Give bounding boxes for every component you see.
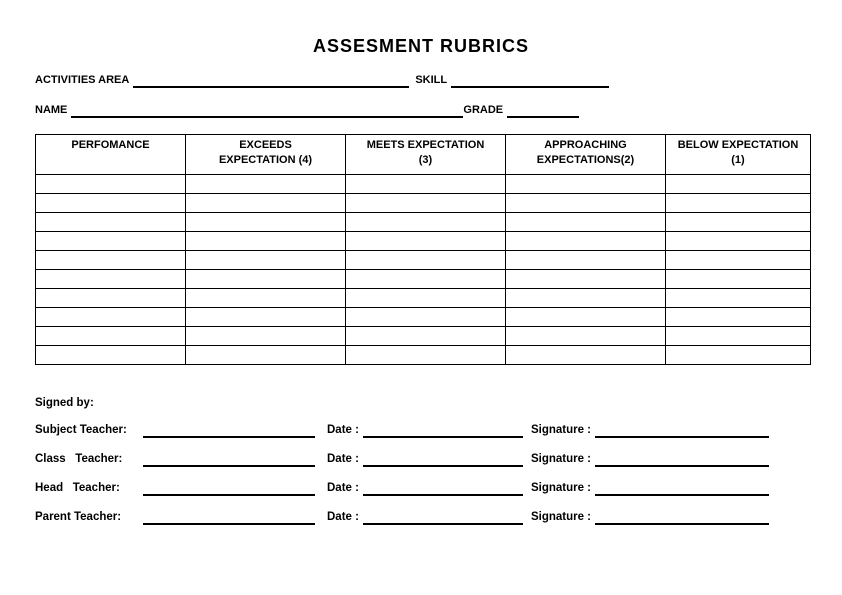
header-approaching-expectations xyxy=(506,135,666,175)
table-row xyxy=(36,270,811,289)
table-cell[interactable] xyxy=(666,346,811,365)
class-teacher-signature-field[interactable] xyxy=(595,453,769,467)
table-cell[interactable] xyxy=(346,194,506,213)
table-cell[interactable] xyxy=(186,213,346,232)
head-teacher-name-field[interactable] xyxy=(143,482,315,496)
table-row xyxy=(36,251,811,270)
table-cell[interactable] xyxy=(186,308,346,327)
table-cell[interactable] xyxy=(506,175,666,194)
subject-teacher-signature-field[interactable] xyxy=(595,424,769,438)
table-cell[interactable] xyxy=(186,346,346,365)
subject-teacher-name-field[interactable] xyxy=(143,424,315,438)
signature-label: Signature : xyxy=(530,482,592,494)
table-cell[interactable] xyxy=(186,175,346,194)
table-cell[interactable] xyxy=(506,213,666,232)
table-cell[interactable] xyxy=(506,308,666,327)
table-cell[interactable] xyxy=(666,289,811,308)
head-teacher-date-field[interactable] xyxy=(363,482,523,496)
rubric-table-head xyxy=(36,135,811,175)
header-line: EXPECTATION (4) xyxy=(218,153,313,166)
table-row xyxy=(36,308,811,327)
table-cell[interactable] xyxy=(346,175,506,194)
activities-area-label: ACTIVITIES AREA xyxy=(35,74,130,86)
table-cell[interactable] xyxy=(36,175,186,194)
header-line: APPROACHING xyxy=(544,139,627,151)
document-content xyxy=(35,74,810,525)
header-meets-expectation xyxy=(346,135,506,175)
table-cell[interactable] xyxy=(346,270,506,289)
head-teacher-signature-field[interactable] xyxy=(595,482,769,496)
table-cell[interactable] xyxy=(506,251,666,270)
table-cell[interactable] xyxy=(186,194,346,213)
table-row xyxy=(36,346,811,365)
table-cell[interactable] xyxy=(36,270,186,289)
grade-field[interactable] xyxy=(507,104,579,118)
table-cell[interactable] xyxy=(506,327,666,346)
date-label: Date : xyxy=(327,453,359,465)
table-cell[interactable] xyxy=(186,232,346,251)
table-cell[interactable] xyxy=(506,289,666,308)
table-cell[interactable] xyxy=(346,346,506,365)
table-cell[interactable] xyxy=(36,194,186,213)
header-line: EXPECTATIONS(2) xyxy=(536,153,635,166)
table-cell[interactable] xyxy=(666,213,811,232)
parent-teacher-label: Parent Teacher: xyxy=(35,511,122,523)
table-row xyxy=(36,232,811,251)
table-cell[interactable] xyxy=(346,327,506,346)
table-cell[interactable] xyxy=(346,289,506,308)
table-cell[interactable] xyxy=(346,213,506,232)
table-row xyxy=(36,213,811,232)
skill-field[interactable] xyxy=(451,74,609,88)
table-cell[interactable] xyxy=(346,308,506,327)
class-teacher-label: Class Teacher: xyxy=(35,453,123,465)
subject-teacher-label: Subject Teacher: xyxy=(35,424,127,436)
table-cell[interactable] xyxy=(666,270,811,289)
table-cell[interactable] xyxy=(506,346,666,365)
signature-row-class-teacher xyxy=(35,453,810,467)
signature-row-parent-teacher xyxy=(35,511,810,525)
table-cell[interactable] xyxy=(36,213,186,232)
table-cell[interactable] xyxy=(666,251,811,270)
activities-skill-row xyxy=(35,74,810,88)
class-teacher-name-field[interactable] xyxy=(143,453,315,467)
table-cell[interactable] xyxy=(346,232,506,251)
skill-label: SKILL xyxy=(415,74,448,86)
header-line: (1) xyxy=(731,153,745,166)
header-row xyxy=(36,135,811,175)
table-cell[interactable] xyxy=(36,232,186,251)
grade-label: GRADE xyxy=(463,104,504,116)
parent-teacher-date-field[interactable] xyxy=(363,511,523,525)
table-cell[interactable] xyxy=(36,289,186,308)
header-line: PERFOMANCE xyxy=(71,139,150,151)
table-cell[interactable] xyxy=(506,270,666,289)
table-row xyxy=(36,175,811,194)
name-label: NAME xyxy=(35,104,68,116)
table-row xyxy=(36,327,811,346)
signature-label: Signature : xyxy=(530,511,592,523)
header-line: (3) xyxy=(418,153,433,166)
table-cell[interactable] xyxy=(36,308,186,327)
table-row xyxy=(36,194,811,213)
parent-teacher-name-field[interactable] xyxy=(143,511,315,525)
subject-teacher-date-field[interactable] xyxy=(363,424,523,438)
table-cell[interactable] xyxy=(666,175,811,194)
table-cell[interactable] xyxy=(36,327,186,346)
table-cell[interactable] xyxy=(346,251,506,270)
header-line: BELOW EXPECTATION xyxy=(677,139,799,151)
header-exceeds-expectation xyxy=(186,135,346,175)
header-perfomance xyxy=(36,135,186,175)
table-cell[interactable] xyxy=(506,232,666,251)
rubric-table xyxy=(35,134,811,365)
rubric-table-body xyxy=(36,175,811,365)
date-label: Date : xyxy=(327,424,359,436)
name-grade-row xyxy=(35,104,810,118)
table-cell[interactable] xyxy=(666,327,811,346)
table-cell[interactable] xyxy=(36,251,186,270)
table-cell[interactable] xyxy=(666,232,811,251)
name-field[interactable] xyxy=(71,104,463,118)
date-label: Date : xyxy=(327,482,359,494)
signature-row-subject-teacher xyxy=(35,424,810,438)
table-cell[interactable] xyxy=(186,327,346,346)
activities-area-field[interactable] xyxy=(133,74,409,88)
class-teacher-date-field[interactable] xyxy=(363,453,523,467)
header-below-expectation xyxy=(666,135,811,175)
signed-by-label: Signed by: xyxy=(35,397,94,409)
table-cell[interactable] xyxy=(666,194,811,213)
table-cell[interactable] xyxy=(186,289,346,308)
head-teacher-label: Head Teacher: xyxy=(35,482,120,494)
header-line: MEETS EXPECTATION xyxy=(366,139,485,151)
signature-label: Signature : xyxy=(530,424,592,436)
table-row xyxy=(36,289,811,308)
table-cell[interactable] xyxy=(186,270,346,289)
signature-row-head-teacher xyxy=(35,482,810,496)
table-cell[interactable] xyxy=(36,346,186,365)
parent-teacher-signature-field[interactable] xyxy=(595,511,769,525)
date-label: Date : xyxy=(327,511,359,523)
signature-label: Signature : xyxy=(530,453,592,465)
table-cell[interactable] xyxy=(186,251,346,270)
table-cell[interactable] xyxy=(666,308,811,327)
page-title: ASSESMENT RUBRICS xyxy=(312,36,530,56)
header-line: EXCEEDS xyxy=(239,139,292,151)
table-cell[interactable] xyxy=(506,194,666,213)
